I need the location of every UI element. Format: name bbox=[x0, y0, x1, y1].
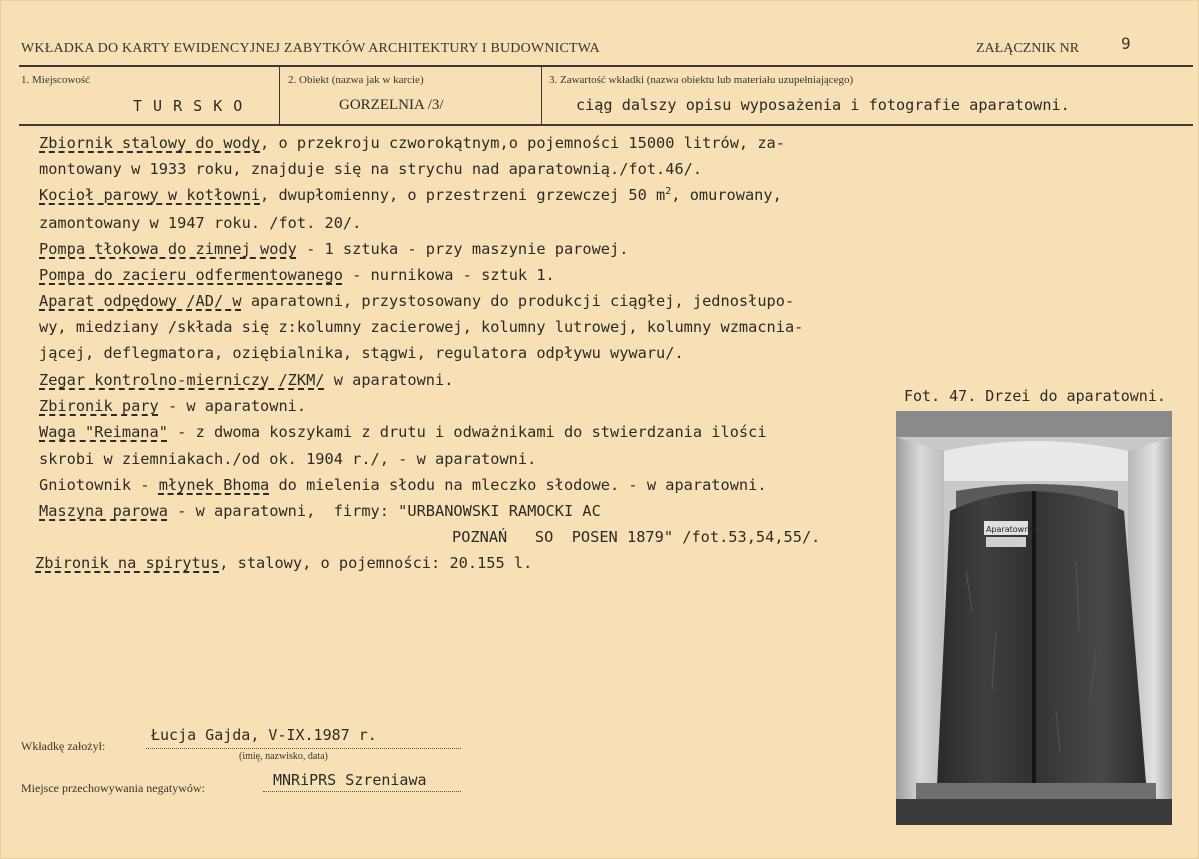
item-piston-pump: Pompa tłokowa do zimnej wody bbox=[39, 240, 297, 258]
locality-label: 1. Miejscowość bbox=[21, 74, 91, 86]
locality-value: T U R S K O bbox=[133, 97, 244, 115]
item-control-meter: Zegar kontrolno-mierniczy /ZKM/ bbox=[39, 371, 325, 389]
item-steam-engine: Maszyna parowa bbox=[39, 502, 168, 520]
item-spirit-tank: Zbironik na spirytus bbox=[35, 554, 220, 572]
body-line-7: Aparat odpędowy /AD/ w aparatowni, przystosowany do produkcji ciągłej, jednosłupo- bbox=[39, 292, 795, 310]
field-divider-1 bbox=[279, 67, 280, 124]
created-by-rule bbox=[146, 748, 461, 749]
item-steam-tank: Zbironik pary bbox=[39, 397, 159, 415]
body-line-5: Pompa tłokowa do zimnej wody - 1 sztuka - przy maszynie parowej. bbox=[39, 240, 629, 258]
body-line-12: Waga "Reimana" - z dwoma koszykami z drutu i odważnikami do stwierdzania ilości bbox=[39, 423, 767, 441]
door-photo-image bbox=[896, 411, 1172, 825]
body-line-13: skrobi w ziemniakach./od ok. 1904 r./, - w aparatowni. bbox=[39, 450, 537, 468]
door-sign-label: Aparatownia bbox=[986, 525, 1037, 534]
created-by-hint: (imię, nazwisko, data) bbox=[239, 751, 328, 762]
photo-apparatus-room-door bbox=[896, 411, 1172, 825]
item-water-tank: Zbiornik stalowy do wody bbox=[39, 134, 261, 152]
field-divider-2 bbox=[541, 67, 542, 124]
content-label: 3. Zawartość wkładki (nazwa obiektu lub materiału uzupełniającego) bbox=[549, 74, 854, 86]
created-by-label: Wkładkę założył: bbox=[21, 739, 106, 753]
body-line-9: jącej, deflegmatora, oziębialnika, stągwi, regulatora odpływu wywaru/. bbox=[39, 344, 684, 362]
body-line-1: Zbiornik stalowy do wody, o przekroju czworokątnym,o pojemności 15000 litrów, za- bbox=[39, 134, 785, 152]
fields-rule bbox=[19, 124, 1193, 126]
object-value: GORZELNIA /3/ bbox=[339, 97, 444, 113]
body-line-11: Zbironik pary - w aparatowni. bbox=[39, 397, 307, 415]
created-by-value: Łucja Gajda, V-IX.1987 r. bbox=[151, 726, 377, 744]
negatives-storage-value: MNRiPRS Szreniawa bbox=[273, 771, 427, 789]
item-distillation-apparatus: Aparat odpędowy /AD/ w bbox=[39, 292, 242, 310]
item-mash-pump: Pompa do zacieru odfermentowanego bbox=[39, 266, 343, 284]
negatives-storage-label: Miejsce przechowywania negatywów: bbox=[21, 781, 205, 795]
item-steam-boiler: Kocioł parowy w kotłowni bbox=[39, 186, 261, 205]
body-line-17: Zbironik na spirytus, stalowy, o pojemności: 20.155 l. bbox=[35, 554, 533, 572]
content-value: ciąg dalszy opisu wyposażenia i fotografie aparatowni. bbox=[576, 96, 1070, 114]
card-title: WKŁADKA DO KARTY EWIDENCYJNEJ ZABYTKÓW ARCHITEKTURY I BUDOWNICTWA bbox=[21, 41, 600, 56]
attachment-label: ZAŁĄCZNIK NR bbox=[976, 41, 1080, 56]
body-line-3: Kocioł parowy w kotłowni, dwupłomienny, o przestrzeni grzewczej 50 $m^2$, omurowany, bbox=[39, 186, 782, 205]
body-line-14: Gniotownik - młynek Bhoma do mielenia słodu na mleczko słodowe. - w aparatowni. bbox=[39, 476, 767, 494]
item-malt-mill: młynek Bhoma bbox=[158, 476, 270, 494]
body-line-4: zamontowany w 1947 roku. /fot. 20/. bbox=[39, 214, 362, 232]
body-line-2: montowany w 1933 roku, znajduje się na strychu nad aparatownią./fot.46/. bbox=[39, 160, 703, 178]
body-line-10: Zegar kontrolno-mierniczy /ZKM/ w aparatowni. bbox=[39, 371, 454, 389]
object-label: 2. Obiekt (nazwa jak w karcie) bbox=[288, 74, 424, 86]
photo-caption: Fot. 47. Drzei do aparatowni. bbox=[904, 387, 1166, 405]
attachment-number: 9 bbox=[1121, 34, 1131, 53]
header-rule bbox=[19, 65, 1193, 67]
item-reimann-scale: Waga "Reimana" bbox=[39, 423, 168, 441]
body-line-6: Pompa do zacieru odfermentowanego - nurnikowa - sztuk 1. bbox=[39, 266, 555, 284]
body-line-15: Maszyna parowa - w aparatowni, firmy: "URBANOWSKI RAMOCKI AC bbox=[39, 502, 601, 520]
negatives-storage-rule bbox=[263, 791, 461, 792]
body-line-8: wy, miedziany /składa się z:kolumny zacierowej, kolumny lutrowej, kolumny wzmacnia- bbox=[39, 318, 804, 336]
body-line-16: POZNAŃ SO POSEN 1879" /fot.53,54,55/. bbox=[452, 528, 821, 546]
